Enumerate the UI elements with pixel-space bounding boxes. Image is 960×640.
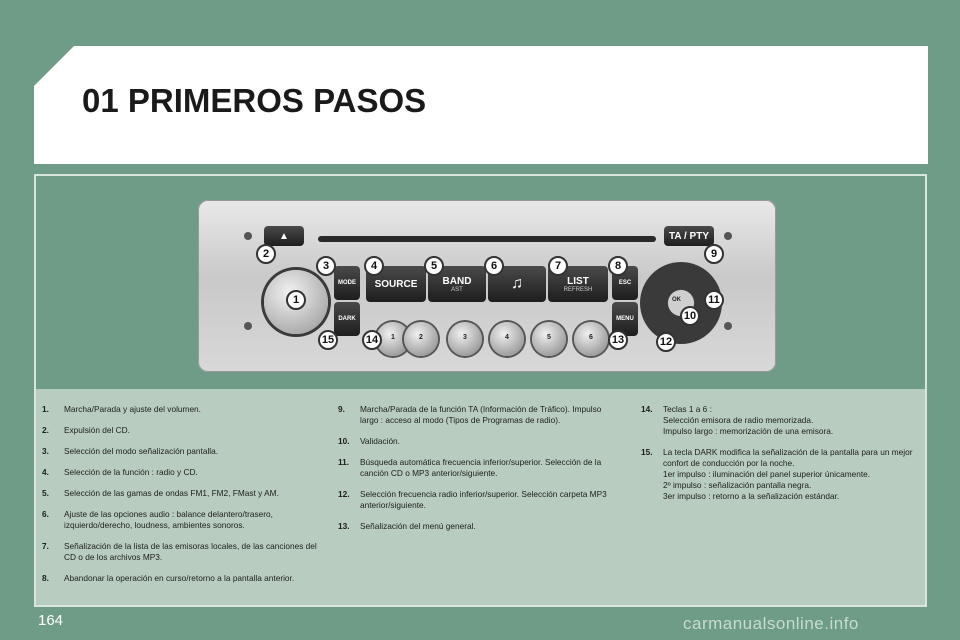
callout-9: 9 (704, 244, 724, 264)
mode-button[interactable]: MODE (334, 266, 360, 300)
music-button[interactable]: ♫ (488, 266, 546, 302)
preset-key-1[interactable]: 1 (376, 322, 410, 356)
preset-key-6[interactable]: 6 (574, 322, 608, 356)
dark-button[interactable]: DARK (334, 302, 360, 336)
source-button[interactable]: SOURCE (366, 266, 426, 302)
callout-12: 12 (656, 332, 676, 352)
watermark: carmanualsonline.info (683, 614, 859, 633)
legend-item: 11. Búsqueda automática frecuencia inferior/superior. Selección de la canción CD o MP3 anterior/siguiente. (338, 457, 602, 478)
callout-5: 5 (424, 256, 444, 276)
legend-column-1 (42, 404, 322, 594)
preset-key-3[interactable]: 3 (448, 322, 482, 356)
legend-item: 9. Marcha/Parada de la función TA (Información de Tráfico). Impulso largo : acceso al modo (Tipos de Programas de radio). (338, 404, 602, 425)
legend-item: 4. Selección de la función : radio y CD. (42, 467, 198, 477)
menu-button[interactable]: MENU (612, 302, 638, 336)
preset-key-5[interactable]: 5 (532, 322, 566, 356)
legend-item: 12. Selección frecuencia radio inferior/superior. Selección carpeta MP3 anterior/siguiente. (338, 489, 607, 510)
legend-item: 2. Expulsión del CD. (42, 425, 130, 435)
legend-item: 14. Teclas 1 a 6 : Selección emisora de radio memorizada. Impulso largo : memorización de una emisora. (641, 404, 834, 436)
callout-13: 13 (608, 330, 628, 350)
legend-item: 8. Abandonar la operación en curso/retorno a la pantalla anterior. (42, 573, 295, 583)
callout-11: 11 (704, 290, 724, 310)
callout-7: 7 (548, 256, 568, 276)
legend-column-3 (641, 404, 917, 512)
ok-button-label[interactable]: OK (672, 297, 681, 303)
screw (244, 232, 252, 240)
preset-key-2[interactable]: 2 (404, 322, 438, 356)
page-title: 01 PRIMEROS PASOS (82, 82, 427, 119)
cd-slot (318, 236, 656, 242)
legend-item: 15. La tecla DARK modifica la señalización de la pantalla para un mejor confort de conducción por la noche. 1er impulso : iluminación del panel superior únicamente. 2º impulso : señalización pantalla negra. 3er impulso : retorno a la señalización estándar. (641, 447, 913, 501)
band-label: BAND (442, 275, 472, 287)
eject-button[interactable]: ▲ (264, 226, 304, 246)
screw (724, 322, 732, 330)
callout-2: 2 (256, 244, 276, 264)
legend-item: 5. Selección de las gamas de ondas FM1, FM2, FMast y AM. (42, 488, 279, 498)
callout-1: 1 (286, 290, 306, 310)
legend-item: 1. Marcha/Parada y ajuste del volumen. (42, 404, 201, 414)
legend-column-2 (338, 404, 608, 542)
callout-3: 3 (316, 256, 336, 276)
ta-pty-button[interactable]: TA / PTY (664, 226, 714, 246)
screw (724, 232, 732, 240)
preset-key-4[interactable]: 4 (490, 322, 524, 356)
callout-10: 10 (680, 306, 700, 326)
callout-6: 6 (484, 256, 504, 276)
legend-item: 3. Selección del modo señalización pantalla. (42, 446, 219, 456)
callout-14: 14 (362, 330, 382, 350)
band-sublabel: AST (451, 286, 463, 293)
esc-button[interactable]: ESC (612, 266, 638, 300)
list-label: LIST (567, 275, 589, 287)
legend-item: 7. Señalización de la lista de las emisoras locales, de las canciones del CD o de los archivos MP3. (42, 541, 317, 562)
list-sublabel: REFRESH (563, 286, 593, 293)
legend-item: 6. Ajuste de las opciones audio : balance delantero/trasero, izquierdo/derecho, loudness, ambientes sonoros. (42, 509, 273, 530)
callout-8: 8 (608, 256, 628, 276)
callout-4: 4 (364, 256, 384, 276)
page-number: 164 (38, 612, 64, 629)
legend-item: 13. Señalización del menú general. (338, 521, 476, 531)
screw (244, 322, 252, 330)
legend-item: 10. Validación. (338, 436, 400, 446)
callout-15: 15 (318, 330, 338, 350)
